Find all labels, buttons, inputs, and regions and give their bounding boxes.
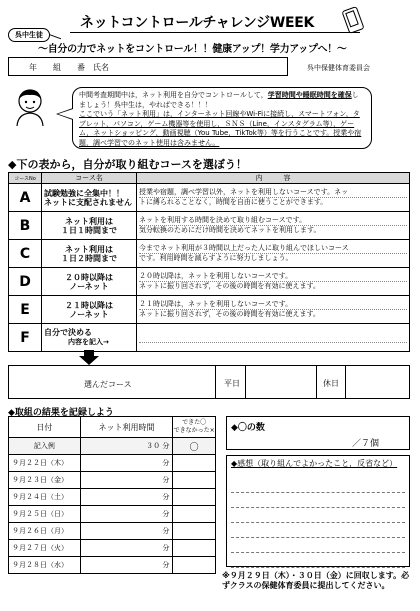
record-result-input[interactable] [173,540,216,557]
record-row [9,506,216,523]
reflection-line [231,538,405,553]
course-desc-line1: 今までネット利用が３時間以上だった人に取り組んでほしいコース [139,244,407,254]
holiday-input[interactable] [346,366,409,398]
record-row-example [9,438,216,455]
minutes-unit: 分 [162,510,170,518]
course-name-line2: １日２時間まで [61,253,117,263]
reflection-box[interactable] [226,455,410,567]
intro-text-1: 中間考査期間中は，ネット利用を自分でコントロールして， [79,91,268,99]
record-result-input[interactable] [173,472,216,489]
example-mark: 〇 [173,438,216,455]
example-minutes: ３０ [146,442,161,450]
page-title: ネットコントロールチャレンジWEEK [80,15,315,31]
course-section-title: ◆下の表から，自分が取り組むコースを選ぼう！ [8,158,247,171]
record-date: ９月２３日（金） [9,472,81,489]
course-letter: A [9,184,42,212]
record-result-input[interactable] [173,557,216,574]
record-row [9,523,216,540]
col-header-date: 日付 [9,417,81,438]
course-row-c[interactable] [9,240,410,268]
course-desc-line1: ２０時以降は，ネットを利用しないコースです。 [139,272,407,282]
course-row-d[interactable] [9,268,410,296]
committee-name: 呉中保健体育委員会 [307,64,370,72]
circle-count-title: ◆〇の数 [231,423,265,433]
course-desc-line1: ネットを利用する時間を決めて取り組むコースです。 [139,216,407,226]
page-subtitle: 〜自分の力でネットをコントロール！！健康アップ！学力アップへ！〜 [38,44,347,55]
reflection-line [231,508,405,523]
intro-text-2: しましょう！呉中生は，やればできる！！！ [79,91,359,109]
col-header-name: コース名 [42,173,137,184]
course-name-line1: ネット利用は [65,216,113,226]
course-name-line1: ネット利用は [65,244,113,254]
record-section-title: ◆取組の結果を記録しよう [8,408,114,418]
reflection-title: ◆感想（取り組んでよかったこと，反省など） [231,459,398,468]
course-desc-line2: 気分転換のためにだけ時間を決めてネットを利用します。 [139,226,321,234]
course-desc-line2: です。利用時間を減らすように努力しましょう。 [139,254,293,262]
course-desc-line2: ネットに振り回されず，その後の時間を有効に使えます。 [139,282,320,290]
minutes-unit: 分 [162,476,170,484]
minutes-unit: 分 [162,544,170,552]
reflection-line [231,493,405,508]
course-name-line2: ネットに支配されません [44,197,132,207]
course-row-e[interactable] [9,296,410,324]
record-table [8,416,216,574]
footer-notice: ※９月２９日（木）・３０日（金）に回収します。必ずクラスの保健体育委員に提出してください。 [222,571,410,590]
course-name-line1: ２０時以降は [65,272,113,282]
course-row-f[interactable] [9,324,410,352]
circle-count-box[interactable] [226,416,410,450]
custom-course-input[interactable] [137,324,410,352]
course-name-line2: １日１時間まで [61,225,117,235]
student-info-label: 年 組 番 氏名 [29,63,109,72]
record-row [9,472,216,489]
record-time-input[interactable] [80,506,173,523]
record-row [9,489,216,506]
weekday-input[interactable] [246,366,316,398]
down-arrow-icon [79,356,99,365]
record-row [9,540,216,557]
col-header-done: できた〇 できなかった× [173,417,216,438]
intro-exclusion: 授業や宿題，調べ学習でのネット使用は含みません。 [79,129,362,147]
record-time-input[interactable] [80,455,173,472]
record-time-input[interactable] [80,523,173,540]
student-badge: 呉中生徒 [8,28,50,42]
teacher-illustration [12,86,48,126]
title-underline [70,32,360,33]
record-date: ９月２８日（水） [9,557,81,574]
record-row [9,455,216,472]
course-letter: D [9,268,42,296]
course-name-line2: ノーネット [69,309,109,319]
record-date: ９月２７日（火） [9,540,81,557]
record-result-input[interactable] [173,523,216,540]
minutes-unit: 分 [162,459,170,467]
course-letter: C [9,240,42,268]
course-letter: F [9,324,42,352]
reflection-line [231,553,405,568]
record-date: ９月２６日（月） [9,523,81,540]
circle-count-value: ／７個 [352,439,380,449]
example-label: 記入例 [9,438,81,455]
record-result-input[interactable] [173,506,216,523]
course-name-line2: ノーネット [69,281,109,291]
course-name-line1: 試験勉強に全集中！！ [44,188,124,198]
record-time-input[interactable] [80,540,173,557]
course-desc-line1: 授業や宿題，調べ学習以外，ネットを利用しないコースです。ネッ [139,188,407,198]
course-desc-line2: トに縛られることなく，時間を自由に使うことができます。 [139,198,328,206]
reflection-line [231,523,405,538]
record-time-input[interactable] [80,472,173,489]
minutes-unit: 分 [162,493,170,501]
record-date: ９月２４日（土） [9,489,81,506]
course-row-b[interactable] [9,212,410,240]
course-name-line1: 自分で決める [44,328,92,337]
course-name-line2: 内容を記入→ [68,338,109,346]
minutes-unit: 分 [162,527,170,535]
course-letter: B [9,212,42,240]
weekday-label: 平日 [224,379,240,388]
course-letter: E [9,296,42,324]
course-row-a[interactable] [9,184,410,212]
student-info-field[interactable] [8,57,288,76]
reflection-line [231,478,405,493]
holiday-label: 休日 [323,379,339,388]
course-desc-line2: ネットに振り回されず，その後の時間を有効に使えます。 [139,310,320,318]
record-result-input[interactable] [173,455,216,472]
col-header-no: コースNo [9,173,42,184]
minutes-unit: 分 [162,561,170,569]
intro-definition: ここでいう「ネット利用」は，インターネット回線やWi-Fiに接続し，スマートフォン，タブレット，パソコン，ゲーム機器等を使用し，ＳＮＳ（Line，インスタグラム等），ゲーム，ネットショッピング，動画視聴（You Tube，TikTok等）等を行うことです。 [79,110,360,137]
record-time-input[interactable] [80,489,173,506]
record-date: ９月２２日（木） [9,455,81,472]
course-name-line1: ２１時以降は [65,300,113,310]
course-table [8,172,410,352]
chosen-course-label: 選んだコース [84,380,132,389]
col-header-desc: 内 容 [137,173,410,184]
record-time-input[interactable] [80,557,173,574]
selection-box [8,365,410,399]
smartphone-icon [341,6,364,34]
record-date: ９月２５日（日） [9,506,81,523]
record-result-input[interactable] [173,489,216,506]
course-desc-line1: ２１時以降は，ネットを利用しないコースです。 [139,300,407,310]
example-unit: 分 [162,442,170,450]
intro-speech-bubble [72,87,372,149]
col-header-time: ネット利用時間 [80,417,173,438]
intro-emphasis: 学習時間や睡眠時間を確保 [267,91,352,99]
record-row [9,557,216,574]
